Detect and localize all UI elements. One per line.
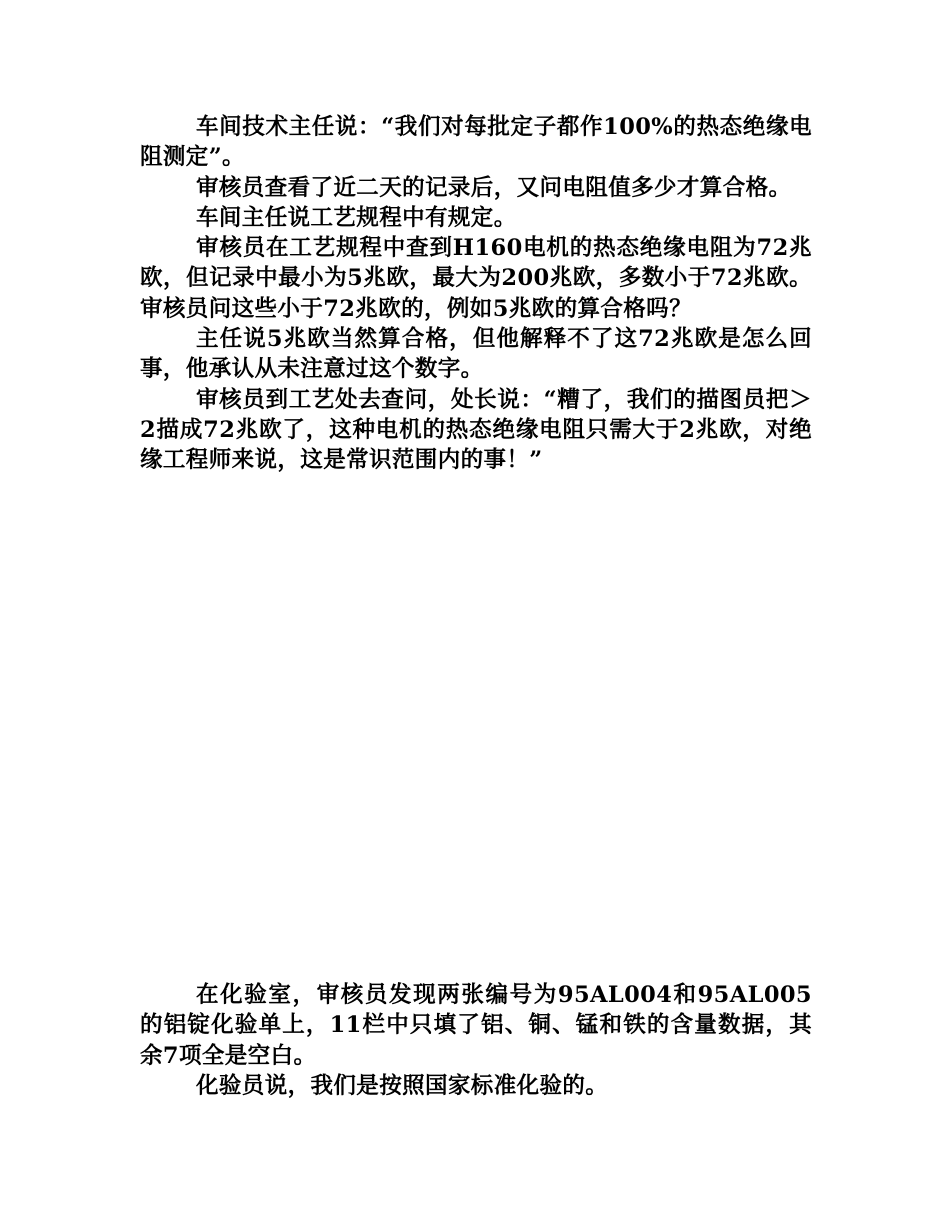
paragraph: 审核员到工艺处去查问，处长说：“糟了，我们的描图员把＞2描成72兆欧了，这种电机的热态绝缘电阻只需大于2兆欧，对绝缘工程师来说，这是常识范围内的事！” [140,386,812,474]
paragraph: 化验员说，我们是按照国家标准化验的。 [196,1072,609,1099]
paragraph: 主任说5兆欧当然算合格，但他解释不了这72兆欧是怎么回事，他承认从未注意过这个数字。 [140,326,812,383]
paragraph: 车间技术主任说：“我们对每批定子都作100%的热态绝缘电阻测定”。 [140,114,812,171]
paragraph: 在化验室，审核员发现两张编号为95AL004和95AL005的铝锭化验单上，11栏中只填了铝、铜、锰和铁的含量数据，其余7项全是空白。 [140,982,812,1069]
paragraph: 车间主任说工艺规程中有规定。 [196,204,517,231]
paragraph: 审核员查看了近二天的记录后，又问电阻值多少才算合格。 [196,174,792,201]
case-section-lab [140,980,812,1101]
paragraph: 审核员在工艺规程中查到H160电机的热态绝缘电阻为72兆欧，但记录中最小为5兆欧，最大为200兆欧，多数小于72兆欧。审核员问这些小于72兆欧的，例如5兆欧的算合格吗？ [140,235,812,322]
case-section-insulation [140,112,812,476]
